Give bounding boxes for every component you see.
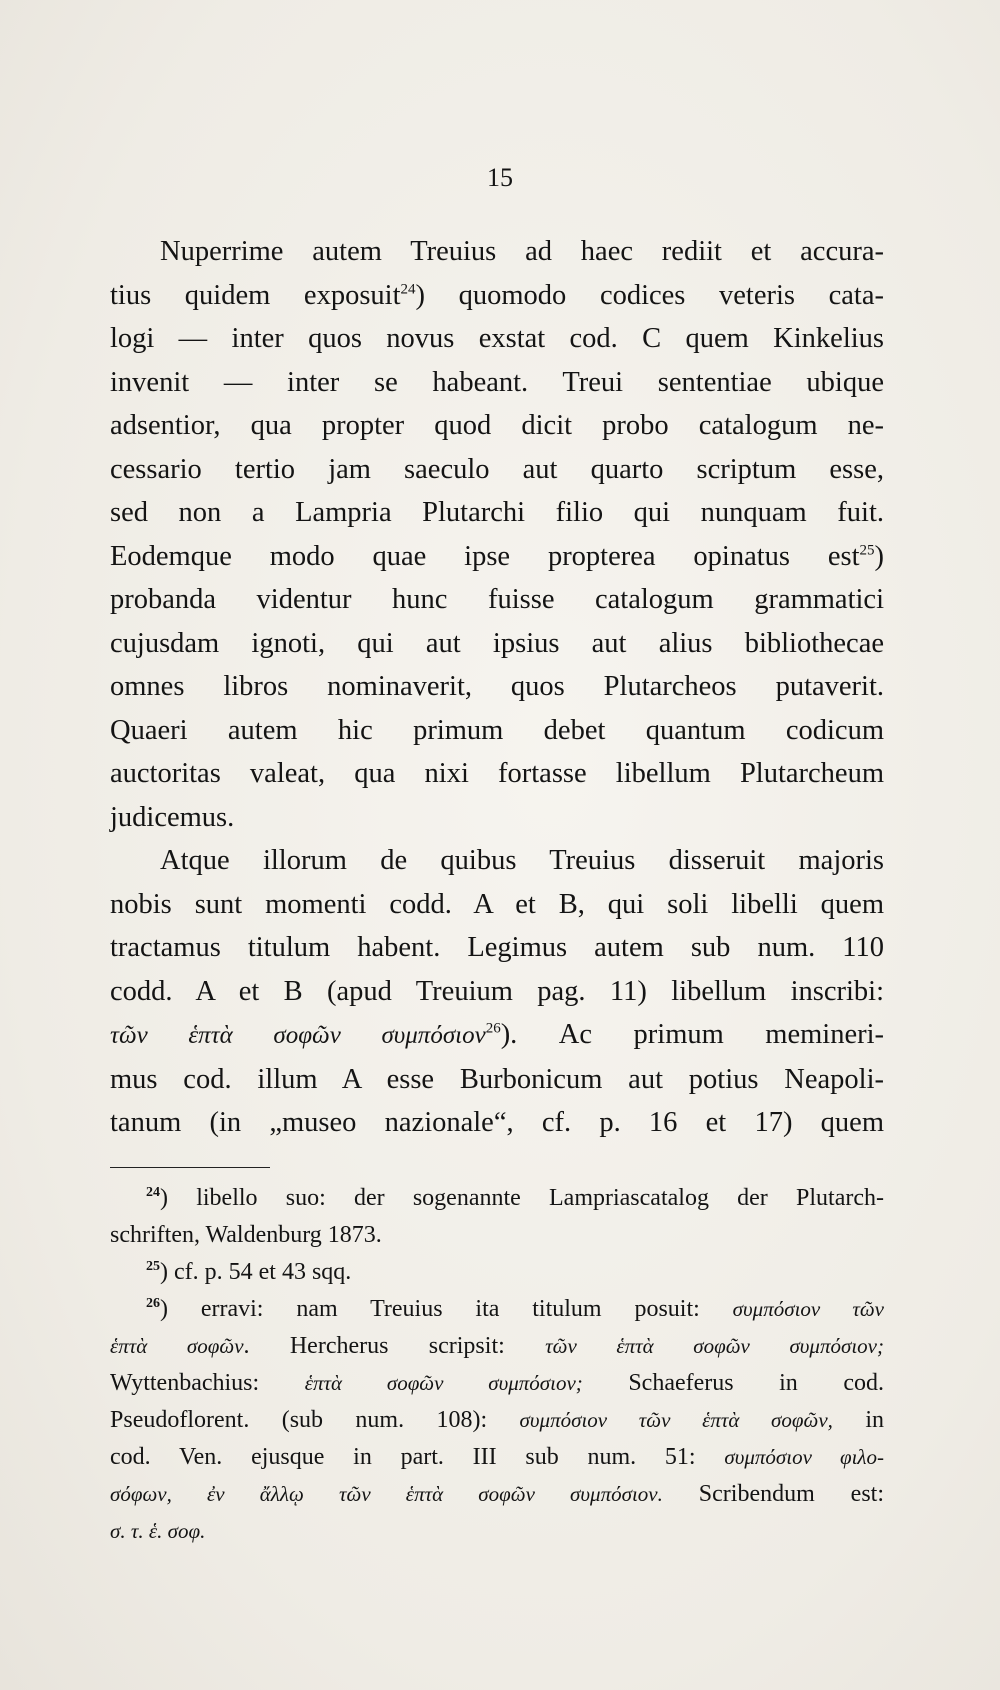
footnote-line: σ. τ. ἑ. σοφ. bbox=[110, 1519, 206, 1543]
footnote-mark: 24 bbox=[146, 1185, 160, 1200]
footnote-24 bbox=[110, 1180, 884, 1254]
footnote-divider bbox=[110, 1167, 270, 1168]
text-line: logi — inter quos novus exstat cod. C quem Kinkelius bbox=[110, 323, 884, 354]
footnote-line: σόφων, ἐν ἄλλῳ τῶν ἑπτὰ σοφῶν συμπόσιον. Scribendum est: bbox=[110, 1481, 884, 1507]
text-line: nobis sunt momenti codd. A et B, qui soli libelli quem bbox=[110, 888, 884, 920]
footnote-line: $^{24}$) libello suo: der sogenannte Lampriascatalog der Plutarch- bbox=[146, 1185, 884, 1211]
text-line: judicemus. bbox=[110, 801, 235, 833]
footnote-26 bbox=[110, 1291, 884, 1550]
footnote-ref-26: 26 bbox=[485, 1020, 501, 1037]
text-line: omnes libros nominaverit, quos Plutarcheos putaverit. bbox=[110, 671, 884, 702]
page-number: 15 bbox=[487, 163, 513, 192]
text-line: Nuperrime autem Treuius ad haec rediit et accura- bbox=[160, 236, 884, 267]
text-line: invenit — inter se habeant. Treui sententiae ubique bbox=[110, 366, 884, 398]
footnote-line: ἑπτὰ σοφῶν. Hercherus scripsit: τῶν ἑπτὰ σοφῶν συμπόσιον; bbox=[110, 1333, 884, 1359]
text-line: tanum (in „museo nazionale“, cf. p. 16 et 17) quem bbox=[110, 1107, 884, 1138]
text-line: tractamus titulum habent. Legimus autem sub num. 110 bbox=[110, 932, 884, 963]
footnotes bbox=[110, 1180, 884, 1550]
text-line: codd. A et B (apud Treuium pag. 11) libellum inscribi: bbox=[110, 975, 884, 1007]
footnote-mark: 26 bbox=[146, 1296, 160, 1311]
text-line: cujusdam ignoti, qui aut ipsius aut alius bibliothecae bbox=[110, 627, 884, 659]
text-line: tius quidem exposuit$^{24}$) quomodo codices veteris cata- bbox=[110, 279, 884, 311]
footnote-line: $^{25}$) cf. p. 54 et 43 sqq. bbox=[146, 1259, 352, 1285]
text-line: mus cod. illum A esse Burbonicum aut potius Neapoli- bbox=[110, 1063, 884, 1095]
text-line: cessario tertio jam saeculo aut quarto scriptum esse, bbox=[110, 453, 884, 485]
footnote-line: Wyttenbachius: ἑπτὰ σοφῶν συμπόσιον; Schaeferus in cod. bbox=[110, 1370, 884, 1396]
footnote-ref-25: 25 bbox=[859, 542, 875, 558]
footnote-ref-24: 24 bbox=[400, 281, 416, 297]
text-line: auctoritas valeat, qua nixi fortasse libellum Plutarcheum bbox=[110, 758, 884, 789]
text-line: Quaeri autem hic primum debet quantum codicum bbox=[110, 714, 884, 746]
footnote-mark: 25 bbox=[146, 1259, 160, 1274]
text-line: sed non a Lampria Plutarchi filio qui nunquam fuit. bbox=[110, 497, 884, 528]
text-line: adsentior, qua propter quod dicit probo catalogum ne- bbox=[110, 410, 884, 441]
footnote-25 bbox=[110, 1254, 884, 1291]
paragraph-1 bbox=[110, 230, 884, 839]
main-text bbox=[110, 230, 884, 1145]
footnote-line: cod. Ven. ejusque in part. III sub num. 51: συμπόσιον φιλο- bbox=[110, 1444, 884, 1470]
text-line: τῶν ἑπτὰ σοφῶν συμπόσιον$^{26}$). Ac primum memineri- bbox=[110, 1019, 884, 1050]
footnote-line: schriften, Waldenburg 1873. bbox=[110, 1222, 382, 1248]
text-line: probanda videntur hunc fuisse catalogum grammatici bbox=[110, 584, 884, 615]
text-line: Eodemque modo quae ipse propterea opinatus est$^{25}$) bbox=[110, 540, 884, 572]
greek-title: τῶν ἑπτὰ σοφῶν συμπόσιον bbox=[110, 1022, 486, 1049]
footnote-line: Pseudoflorent. (sub num. 108): συμπόσιον τῶν ἑπτὰ σοφῶν, in bbox=[110, 1407, 884, 1433]
text-line: Atque illorum de quibus Treuius disseruit majoris bbox=[160, 845, 884, 876]
paragraph-2 bbox=[110, 839, 884, 1145]
footnote-line: $^{26}$) erravi: nam Treuius ita titulum posuit: συμπόσιον τῶν bbox=[146, 1296, 884, 1322]
